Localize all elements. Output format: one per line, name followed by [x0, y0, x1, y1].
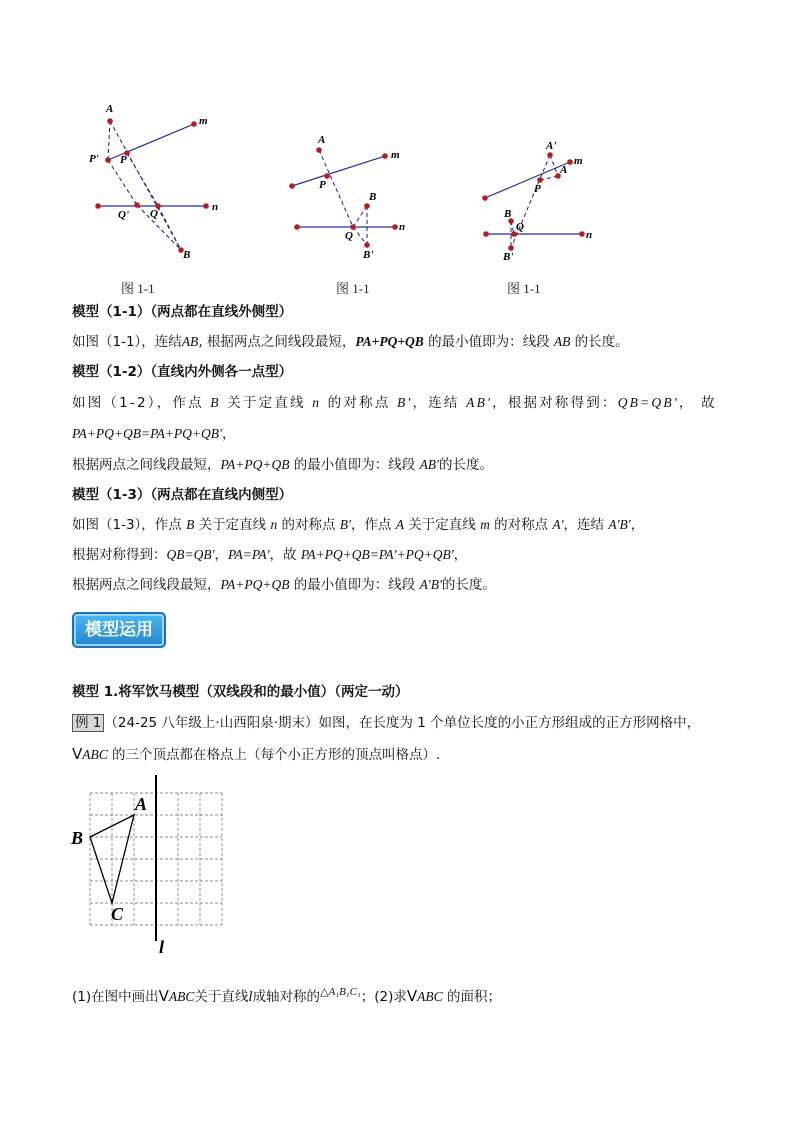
label-n: n	[212, 201, 219, 213]
model-1-2-title: 模型（1-2）（直线内外侧各一点型）	[72, 364, 293, 380]
label-B: B	[369, 191, 377, 203]
label-B: B	[504, 208, 512, 220]
label-A-prime: A'	[546, 140, 557, 152]
label-m: m	[199, 115, 208, 127]
label-B: B	[71, 828, 84, 848]
label-A: A	[106, 103, 114, 115]
model-1-1-text: 如图（1-1），连结AB, 根据两点之间线段最短，PA+PQ+QB 的最小值即为：线段 AB 的长度。	[72, 334, 629, 350]
label-B-prime: B'	[363, 249, 374, 261]
label-P-prime: P'	[89, 153, 99, 165]
label-A: A	[560, 164, 568, 176]
figure-1-3-inside	[478, 140, 603, 265]
figure-caption-3: 图 1-1	[507, 281, 541, 296]
label-A: A	[318, 134, 326, 146]
section-title: 模型 1.将军饮马模型（双线段和的最小值）（两定一动）	[72, 684, 409, 700]
figure-1-2-mixed	[285, 130, 410, 265]
label-n: n	[586, 229, 593, 241]
label-l: l	[159, 937, 165, 953]
label-B: B	[183, 249, 191, 261]
label-C: C	[111, 904, 124, 924]
example-line-1: 例 1 （24-25 八年级上·山西阳泉·期末）如图，在长度为 1 个单位长度的小正方形组成的正方形网格中，	[72, 713, 740, 733]
label-P: P	[534, 183, 541, 195]
label-Q: Q	[345, 230, 353, 242]
label-P: P	[120, 154, 127, 166]
label-Q: Q	[516, 221, 524, 233]
label-Q: Q	[150, 208, 158, 220]
model-1-3-line-1: 如图（1-3），作点 B 关于定直线 n 的对称点 B'，作点 A 关于定直线 m 的对称点 A'，连结 A'B'，	[72, 517, 645, 533]
label-n: n	[399, 221, 406, 233]
question-line: (1)在图中画出VABC关于直线l成轴对称的$^{\triangle A_1B_1C_1}$；(2)求VABC 的面积；	[72, 985, 501, 1005]
model-1-2-line-1: 如图（1-2），作点 B 关于定直线 n 的对称点 B'，连结 AB'，根据对称得到：QB=QB'， 故	[72, 395, 717, 411]
model-application-badge: 模型运用	[72, 612, 166, 648]
grid-triangle-figure	[68, 773, 233, 953]
label-B-prime: B'	[503, 251, 514, 263]
model-1-1-title: 模型（1-1）（两点都在直线外侧型）	[72, 304, 293, 320]
label-m: m	[391, 149, 400, 161]
label-P: P	[319, 179, 326, 191]
model-1-3-title: 模型（1-3）（两点都在直线内侧型）	[72, 487, 293, 503]
example-tag: 例 1	[72, 714, 104, 732]
figure-caption-2: 图 1-1	[336, 281, 370, 296]
model-1-3-line-3: 根据两点之间线段最短，PA+PQ+QB 的最小值即为：线段 A'B'的长度。	[72, 577, 496, 593]
label-Q-prime: Q'	[118, 209, 129, 221]
label-A: A	[135, 794, 148, 814]
model-1-2-line-3: 根据两点之间线段最短，PA+PQ+QB 的最小值即为：线段 AB'的长度。	[72, 457, 493, 473]
example-line-2: VABC 的三个顶点都在格点上（每个小正方形的顶点叫格点）.	[72, 745, 441, 763]
figure-1-1-outside	[86, 100, 226, 265]
figure-caption-1: 图 1-1	[121, 281, 155, 296]
model-1-2-line-2: PA+PQ+QB=PA+PQ+QB'，	[72, 426, 236, 442]
model-1-3-line-2: 根据对称得到：QB=QB'，PA=PA'，故 PA+PQ+QB=PA'+PQ+QB'，	[72, 547, 468, 563]
label-m: m	[574, 155, 583, 167]
